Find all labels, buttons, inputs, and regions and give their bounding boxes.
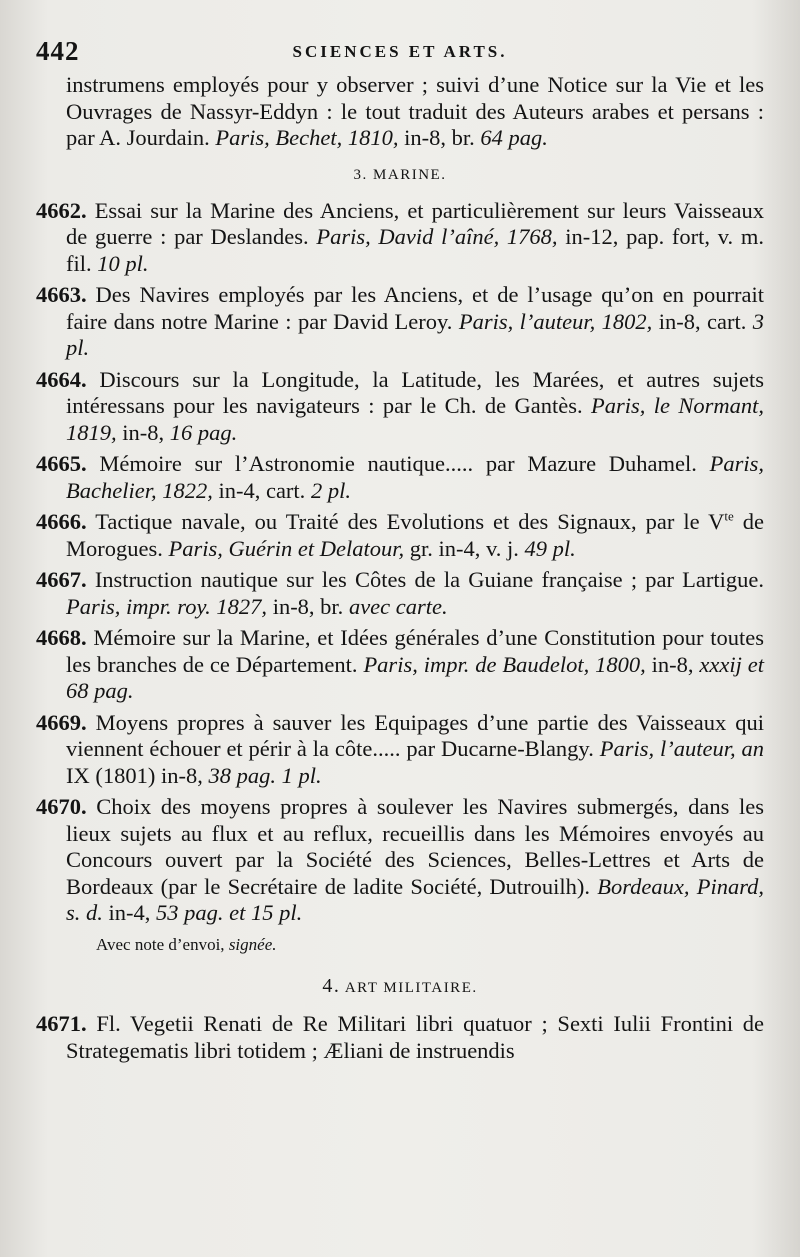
entry-text: Choix des moyens propres à soulever les Navires submergés, dans les lieux sujets au flux et au reflux, recueillis dans les Mémoires envoyés au Concours ouvert par la Société des Sciences, Belles-Lettres et Arts de Bordeaux (par le Secrétaire de ladite Société, Dutrouilh).: [66, 794, 764, 899]
entry-text: instrumens employés pour y observer ; suivi d’une Notice sur la Vie et les Ouvrages de Nassyr-Eddyn : le tout traduit des Auteurs arabes et persans : par A. Jourdain.: [66, 72, 764, 150]
entry-number: 4663.: [36, 282, 87, 307]
entry-end: 2 pl.: [310, 477, 351, 503]
entry-imprint: Paris, David l’aîné, 1768,: [316, 224, 558, 249]
entry-imprint: Paris, Bechet, 1810,: [215, 125, 399, 150]
section-heading-art-militaire: [36, 974, 764, 1000]
entry-text: Tactique navale, ou Traité des Evolutions et des Signaux, par le V: [95, 509, 725, 534]
entry-text: Moyens propres à sauver les Equipages d’une partie des Vaisseaux qui viennent échouer et périr à la côte..... par Ducarne-Blangy.: [66, 709, 765, 761]
section-title: ART MILITAIRE.: [344, 980, 478, 996]
entry-end: 16 pag.: [169, 419, 238, 445]
entry-number: 4669.: [36, 709, 87, 735]
entry-end: 38 pag. 1 pl.: [208, 762, 322, 788]
entry-format: in-4, cart.: [218, 477, 306, 503]
entry-end: avec carte.: [348, 593, 448, 619]
entry-4667: [36, 567, 764, 620]
note-italic: signée.: [228, 934, 277, 954]
page-number: 442: [36, 36, 80, 66]
entry-end: 10 pl.: [97, 250, 149, 276]
entry-format: in-8,: [122, 419, 165, 445]
entry-number: 4666.: [36, 509, 87, 534]
entry-text: Des Navires employés par les Anciens, et de l’usage qu’on en pourrait faire dans notre Marine : par David Leroy.: [66, 282, 765, 334]
entry-4666: [36, 509, 764, 562]
entry-number: 4665.: [36, 451, 87, 476]
section-title: MARINE.: [373, 166, 447, 183]
entry-number: 4664.: [36, 366, 87, 392]
entry-format: in-12, pap. fort, v. m. fil.: [66, 224, 764, 276]
entry-pages: 64 pag.: [480, 125, 548, 150]
note-text: Avec note d’envoi,: [96, 934, 225, 954]
continued-entry: [36, 72, 764, 152]
entry-number: 4662.: [36, 197, 87, 223]
entry-note: [36, 932, 764, 959]
entry-imprint: Paris, le Normant, 1819,: [66, 393, 764, 445]
entry-imprint: Bordeaux, Pinard, s. d.: [66, 873, 764, 925]
entry-4670: [36, 794, 764, 927]
entry-number: 4668.: [36, 625, 87, 650]
entry-4665: [36, 451, 764, 504]
entry-4669: [36, 710, 764, 790]
entry-imprint: Paris, Bachelier, 1822,: [66, 451, 765, 503]
entry-imprint: Paris, impr. de Baudelot, 1800,: [363, 651, 646, 677]
entry-4662: [36, 198, 764, 278]
entry-end: 53 pag. et 15 pl.: [156, 900, 303, 925]
page-header: [36, 36, 764, 68]
page-content: [36, 72, 764, 1069]
entry-4671: [36, 1011, 764, 1064]
entry-imprint: Paris, l’auteur, an: [599, 736, 764, 761]
running-head: SCIENCES ET ARTS.: [292, 42, 508, 61]
entry-text: Fl. Vegetii Renati de Re Militari libri quatuor ; Sexti Iulii Frontini de Strategematis libri totidem ; Æliani de instruendis: [66, 1011, 764, 1063]
entry-format: IX (1801) in-8,: [66, 762, 203, 788]
entry-format: in-8, br.: [404, 125, 475, 150]
entry-imprint: Paris, impr. roy. 1827,: [66, 593, 268, 619]
entry-end: 3 pl.: [66, 308, 764, 360]
entry-format: gr. in-4, v. j.: [409, 535, 519, 561]
entry-text-continued: de Morogues.: [66, 509, 764, 561]
entry-number: 4667.: [36, 567, 87, 592]
entry-4664: [36, 367, 764, 447]
section-number: 4.: [322, 975, 341, 997]
entry-end: xxxij et 68 pag.: [66, 651, 764, 703]
entry-text: Essai sur la Marine des Anciens, et particulièrement sur leurs Vaisseaux de guerre : par Deslandes.: [66, 197, 765, 249]
section-heading-marine: [36, 163, 764, 187]
entry-imprint: Paris, Guérin et Delatour,: [168, 535, 405, 561]
entry-format: in-8,: [651, 651, 694, 677]
entry-4668: [36, 625, 764, 705]
entry-text: Instruction nautique sur les Côtes de la Guiane française ; par Lartigue.: [94, 567, 765, 592]
entry-number: 4670.: [36, 794, 87, 819]
entry-text: Discours sur la Longitude, la Latitude, les Marées, et autres sujets intéressans pour les navigateurs : par le Ch. de Gantès.: [66, 366, 765, 418]
entry-format: in-8, cart.: [658, 308, 747, 334]
entry-format: in-4,: [108, 900, 151, 925]
entry-4663: [36, 282, 764, 362]
section-number: 3.: [353, 166, 368, 183]
entry-end: 49 pl.: [524, 535, 576, 561]
entry-format: in-8, br.: [272, 593, 344, 619]
superscript: te: [724, 508, 734, 524]
entry-text: Mémoire sur la Marine, et Idées générales d’une Constitution pour toutes les branches de ce Département.: [66, 625, 764, 677]
entry-text: Mémoire sur l’Astronomie nautique..... par Mazure Duhamel.: [99, 451, 697, 476]
entry-number: 4671.: [36, 1011, 87, 1036]
entry-imprint: Paris, l’auteur, 1802,: [458, 308, 653, 334]
